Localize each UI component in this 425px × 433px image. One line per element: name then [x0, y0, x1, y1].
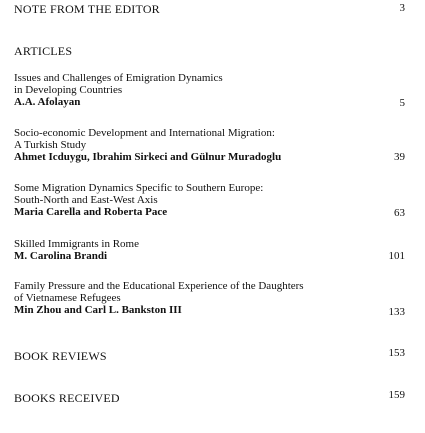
articles-heading: ARTICLES: [14, 44, 73, 58]
entry-page: 63: [394, 207, 405, 219]
entry-authors: M. Carolina Brandi: [14, 250, 108, 262]
entry-title-line: Skilled Immigrants in Rome: [14, 238, 139, 250]
book-reviews-page: 153: [388, 347, 405, 359]
entry-authors: A.A. Afolayan: [14, 96, 81, 108]
toc-entry: [14, 127, 374, 163]
entry-page: 5: [399, 97, 405, 109]
books-received-label: BOOKS RECEIVED: [14, 391, 120, 405]
entry-title-line: Issues and Challenges of Emigration Dynamics: [14, 72, 223, 84]
entry-title-line: of Vietnamese Refugees: [14, 292, 121, 304]
editor-note-label: NOTE FROM THE EDITOR: [14, 2, 160, 16]
entry-page: 39: [394, 151, 405, 163]
entry-title-line: A Turkish Study: [14, 139, 87, 151]
toc-entry: [14, 238, 374, 262]
editor-note-page: 3: [399, 2, 405, 14]
entry-authors: Maria Carella and Roberta Pace: [14, 206, 168, 218]
book-reviews-label: BOOK REVIEWS: [14, 349, 107, 363]
entry-title-line: Some Migration Dynamics Specific to Southern Europe:: [14, 182, 264, 194]
entry-authors: Min Zhou and Carl L. Bankston III: [14, 304, 182, 316]
toc-entry: [14, 72, 374, 108]
entry-title-line: Socio-economic Development and International Migration:: [14, 127, 275, 139]
entry-title-line: in Developing Countries: [14, 84, 123, 96]
entry-page: 133: [388, 306, 405, 318]
toc-entry: [14, 182, 374, 218]
toc-entry: [14, 280, 374, 316]
books-received-page: 159: [388, 389, 405, 401]
entry-page: 101: [388, 250, 405, 262]
entry-title-line: South-North and East-West Axis: [14, 194, 158, 206]
entry-authors: Ahmet Icduygu, Ibrahim Sirkeci and Gülnur Muradoglu: [14, 151, 282, 163]
entry-title-line: Family Pressure and the Educational Experience of the Daughters: [14, 280, 304, 292]
